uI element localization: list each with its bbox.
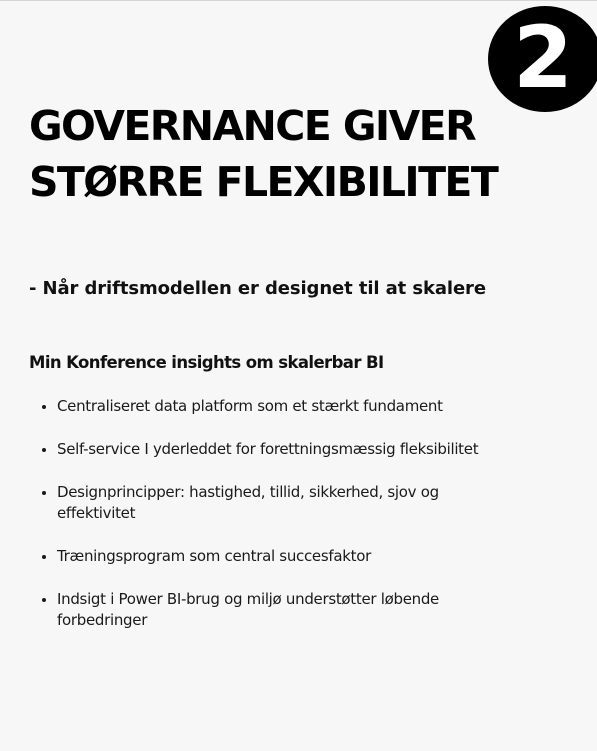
bullet-icon (42, 555, 46, 559)
list-item (29, 546, 499, 567)
step-number-badge (488, 6, 597, 112)
bullet-icon (42, 405, 46, 409)
list-item (29, 589, 499, 631)
list-item (29, 439, 499, 460)
bullet-icon (42, 491, 46, 495)
bullet-icon (42, 448, 46, 452)
list-item-text: Self-service I yderleddet for forettningsmæssig fleksibilitet (57, 440, 479, 458)
top-divider (0, 0, 597, 1)
list-item-text: Designprincipper: hastighed, tillid, sikkerhed, sjov og effektivitet (57, 483, 439, 522)
list-item-text: Træningsprogram som central succesfaktor (57, 547, 371, 565)
step-number: 2 (513, 8, 573, 108)
insights-list (29, 396, 499, 653)
headline (29, 98, 589, 210)
headline-line-1: GOVERNANCE GIVER (29, 102, 476, 150)
list-item (29, 482, 499, 524)
list-item-text: Indsigt i Power BI-brug og miljø understøtter løbende forbedringer (57, 590, 439, 629)
section-heading: Min Konference insights om skalerbar BI (29, 353, 384, 372)
headline-line-2: STØRRE FLEXIBILITET (29, 158, 498, 206)
bullet-icon (42, 598, 46, 602)
list-item-text: Centraliseret data platform som et stærkt fundament (57, 397, 443, 415)
list-item (29, 396, 499, 417)
subtitle: - Når driftsmodellen er designet til at skalere (29, 278, 486, 299)
